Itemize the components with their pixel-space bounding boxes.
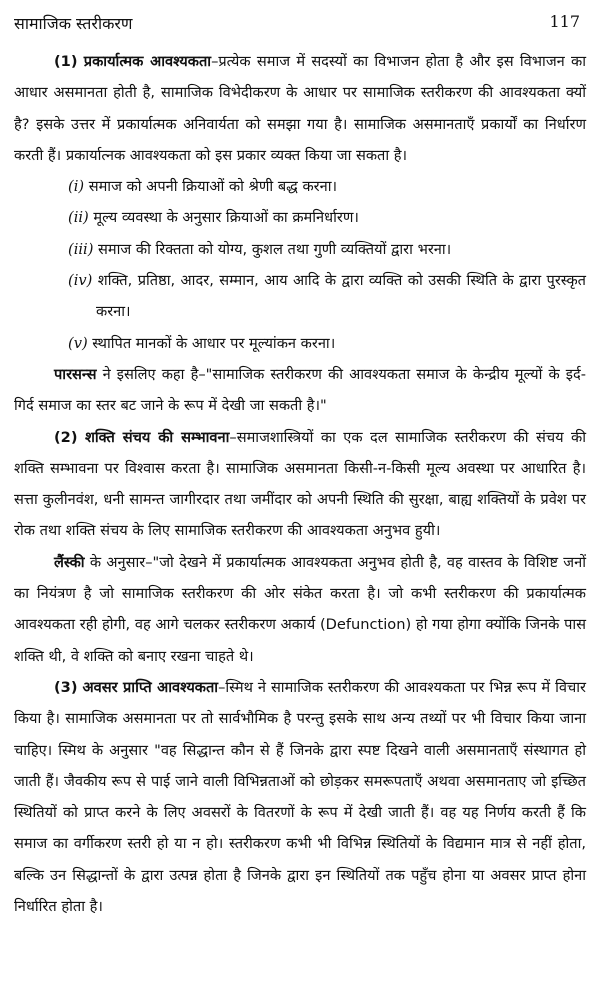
running-title: सामाजिक स्तरीकरण [14, 14, 133, 33]
lenski-name: लैंस्की [54, 553, 85, 571]
list-item [68, 171, 586, 202]
list-item-text: समाज को अपनी क्रियाओं को श्रेणी बद्ध करना। [88, 178, 338, 196]
parsons-text: ने इसलिए कहा है–"सामाजिक स्तरीकरण की आवश्यकता समाज के केन्द्रीय मूल्यों के इर्द-गिर्द समाज का स्तर बट जाने के रूप में देखी जा सकती है।" [14, 365, 586, 415]
section-2-heading: शक्ति संचय की सम्भावना [84, 428, 230, 446]
list-item [68, 234, 586, 265]
requirements-list [14, 171, 586, 359]
list-item-text: समाज की रिक्तता को योग्य, कुशल तथा गुणी व्यक्तियों द्वारा भरना। [98, 240, 452, 258]
list-marker: (iv) [68, 272, 93, 290]
lenski-text: के अनुसार–"जो देखने में प्रकार्यात्मक आवश्यकता अनुभव होती है, वह वास्तव के विशिष्ट जनों का नियंत्रण है जो सामाजिक स्तरीकरण की ओर संकेत करता है। जो कभी स्तरीकरण की प्रकार्यात्मक आवश्यकता रही होगी, वह आगे चलकर स्तरीकरण अकार्य (Defunction) हो गया होगा क्योंकि जिनके पास शक्ति थी, वे शक्ति को बनाए रखना चाहते थे। [14, 553, 586, 665]
section-3-number: (3) [54, 678, 78, 696]
section-1-paragraph [14, 46, 586, 171]
list-item [68, 328, 586, 359]
list-item [68, 265, 586, 328]
list-item-text: शक्ति, प्रतिष्ठा, आदर, सम्मान, आय आदि के द्वारा व्यक्ति को उसकी स्थिति के द्वारा पुरस्कृत करना। [96, 272, 587, 321]
section-3-heading: अवसर प्राप्ति आवश्यकता [82, 678, 219, 696]
list-item-text: स्थापित मानकों के आधार पर मूल्यांकन करना। [92, 334, 336, 352]
lenski-paragraph [14, 547, 586, 672]
page-header [14, 12, 586, 46]
section-2-number: (2) [54, 428, 78, 446]
page-body [14, 46, 586, 922]
list-marker: (iii) [68, 240, 94, 258]
list-marker: (v) [68, 334, 88, 352]
list-marker: (i) [68, 178, 85, 196]
section-1-number: (1) [54, 53, 78, 70]
list-item [68, 202, 586, 233]
parsons-name: पारसन्स [54, 365, 97, 383]
section-1-heading: प्रकार्यात्मक आवश्यकता [83, 53, 212, 70]
list-item-text: मूल्य व्यवस्था के अनुसार क्रियाओं का क्रमनिर्धारण। [93, 209, 359, 227]
section-1-text: –प्रत्येक समाज में सदस्यों का विभाजन होता है और इस विभाजन का आधार असमानता होती है, सामाजिक विभेदीकरण के आधार पर सामाजिक स्तरीकरण की आवश्यकता क्यों है? इसके उत्तर में प्रकार्यात्मक अनिवार्यता को समझा गया है। सामाजिक असमानताएँ प्रकार्यों का निर्धारण करती हैं। प्रकार्यात्नक आवश्यकता को इस प्रकार व्यक्त किया जा सकता है। [14, 53, 587, 164]
list-marker: (ii) [68, 209, 89, 227]
section-2-text: –समाजशास्त्रियों का एक दल सामाजिक स्तरीकरण की संचय की शक्ति सम्भावना पर विश्वास करता है। सामाजिक असमानता किसी-न-किसी मूल्य अवस्था पर आधारित है। सत्ता कुलीनवंश, धनी सामन्त जागीरदार तथा जमींदार को अपनी स्थिति की सुरक्षा, बाह्य शक्तियों के प्रवेश पर रोक तथा शक्ति संचय के लिए सामाजिक स्तरीकरण की आवश्यकता अनुभव हुयी। [14, 428, 587, 540]
section-2-paragraph [14, 422, 586, 547]
parsons-paragraph [14, 359, 586, 422]
section-3-text: –स्मिथ ने सामाजिक स्तरीकरण की आवश्यकता पर भिन्न रूप में विचार किया है। सामाजिक असमानता पर तो सार्वभौमिक है परन्तु इसके साथ अन्य तथ्यों पर भी विचार किया जाना चाहिए। स्मिथ के अनुसार "वह सिद्धान्त कौन से हैं जिनके द्वारा स्पष्ट दिखने वाली असमानताएँ संस्थागत हो जाती हैं। जैवकीय रूप से पाई जाने वाली विभिन्नताओं को छोड़कर समरूपताएँ अथवा असमानताए जो इच्छित स्थितियों को प्राप्त करने के लिए अवसरों के वितरणों के रूप में देखी जाती हैं। वह यह निर्णय करती हैं कि समाज का वर्गीकरण स्तरी हो या न हो। स्तरीकरण कभी भी विभिन्न स्थितियों के विद्यमान मात्र से नहीं होता, बल्कि उन सिद्धान्तों के द्वारा उत्पन्न होता है जिनके द्वारा इन स्थितियों तक पहुँच होना या अवसर प्राप्त होना निर्धारित होता है। [14, 678, 587, 916]
section-3-paragraph [14, 672, 586, 922]
page-number: 117 [549, 12, 580, 31]
